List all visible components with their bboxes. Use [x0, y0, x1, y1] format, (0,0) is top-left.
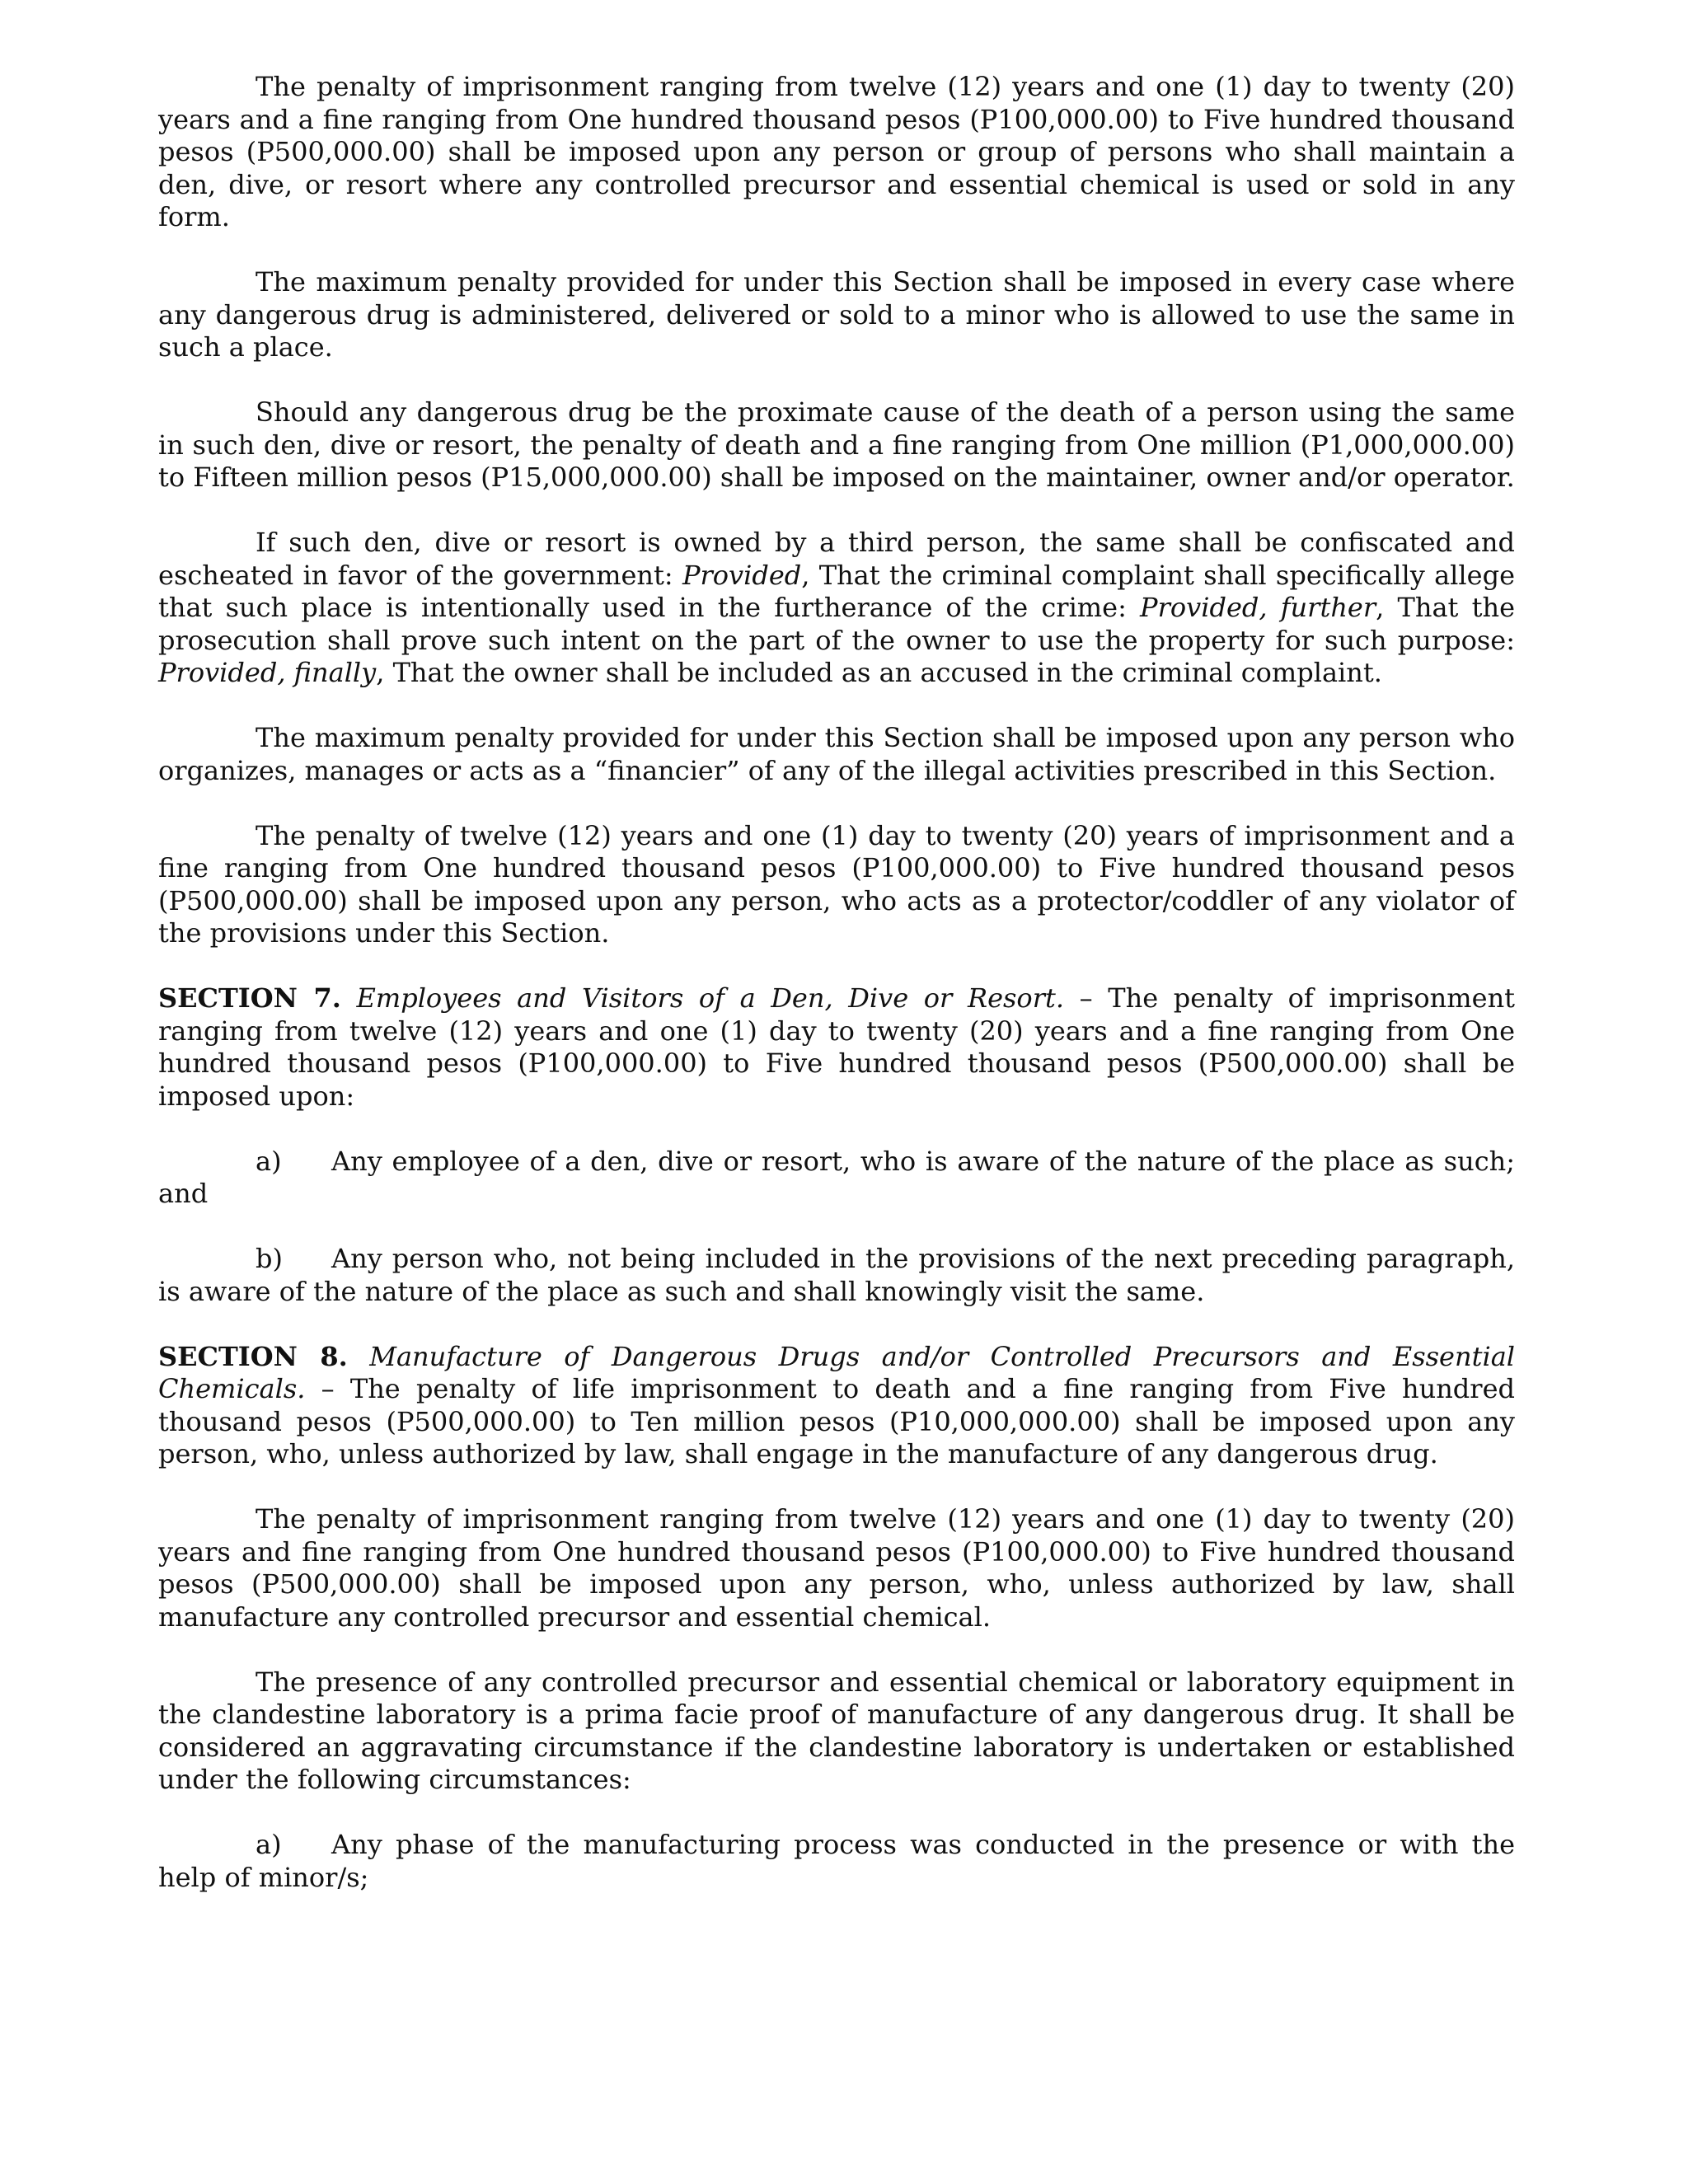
paragraph-minor-maximum-penalty: The maximum penalty provided for under this Section shall be imposed in every case where any dangerous drug is administered, delivered or sold to a minor who is allowed to use the same in such a place.: [158, 266, 1515, 363]
section-8-item-a: [158, 1829, 1515, 1894]
section-7-item-a: [158, 1146, 1515, 1211]
section-8-title: Manufacture of Dangerous Drugs and/or Controlled Precursors and Essential Chemicals.: [158, 1340, 1515, 1404]
list-item-text: Any phase of the manufacturing process was conducted in the presence or with the help of minor/s;: [158, 1829, 1515, 1893]
section-7-text: – The penalty of imprisonment ranging from twelve (12) years and one (1) day to twenty (20) years and a fine ranging from One hundred thousand pesos (P100,000.00) to Five hundred thousand pesos (P500,000.00) shall be imposed upon:: [158, 982, 1516, 1112]
section-7-heading: SECTION 7.: [158, 982, 341, 1014]
paragraph-death-penalty: Should any dangerous drug be the proximate cause of the death of a person using the same in such den, dive or resort, the penalty of death and a fine ranging from One million (P1,000,000.00) to Fifteen million pesos (P15,000,000.00) shall be imposed on the maintainer, owner and/or operator.: [158, 396, 1515, 493]
list-label: a): [256, 1145, 282, 1177]
proviso-italic: Provided, further: [1140, 592, 1376, 623]
section-8-paragraph: [158, 1341, 1515, 1471]
section-8-precursor-paragraph: The penalty of imprisonment ranging from twelve (12) years and one (1) day to twenty (20) years and fine ranging from One hundred thousand pesos (P100,000.00) to Five hundred thousand pesos (P500,000.00) shall be imposed upon any person, who, unless authorized by law, shall manufacture any controlled precursor and essential chemical.: [158, 1503, 1515, 1633]
list-item-text: Any employee of a den, dive or resort, who is aware of the nature of the place as such; and: [158, 1145, 1515, 1209]
text-run: , That the criminal complaint shall specifically allege that such place is intentionally used in the furtherance of the crime:: [158, 559, 1516, 623]
list-label: a): [256, 1829, 282, 1860]
section-8-text: – The penalty of life imprisonment to death and a fine ranging from Five hundred thousand pesos (P500,000.00) to Ten million pesos (P10,000,000.00) shall be imposed upon any person, who, unless authorized by law, shall engage in the manufacture of any dangerous drug.: [158, 1373, 1515, 1469]
section-7-title: Employees and Visitors of a Den, Dive or Resort.: [356, 982, 1065, 1014]
section-8-heading: SECTION 8.: [158, 1340, 348, 1372]
list-label: b): [256, 1243, 283, 1274]
list-item-text: Any person who, not being included in the provisions of the next preceding paragraph, is aware of the nature of the place as such and shall knowingly visit the same.: [158, 1243, 1515, 1307]
paragraph-den-precursor-penalty: The penalty of imprisonment ranging from twelve (12) years and one (1) day to twenty (20) years and a fine ranging from One hundred thousand pesos (P100,000.00) to Five hundred thousand pesos (P500,000.00) shall be imposed upon any person or group of persons who shall maintain a den, dive, or resort where any controlled precursor and essential chemical is used or sold in any form.: [158, 71, 1515, 232]
text-run: , That the prosecution shall prove such intent on the part of the owner to use the property for such purpose:: [158, 592, 1516, 656]
section-8-clandestine-paragraph: The presence of any controlled precursor and essential chemical or laboratory equipment in the clandestine laboratory is a prima facie proof of manufacture of any dangerous drug. It shall be considered an aggravating circumstance if the clandestine laboratory is undertaken or established under the following circumstances:: [158, 1666, 1515, 1795]
document-page: [158, 71, 1515, 1894]
proviso-italic: Provided: [682, 559, 802, 591]
text-run: If such den, dive or resort is owned by a third person, the same shall be confiscated and escheated in favor of the government:: [158, 527, 1515, 591]
paragraph-financier-penalty: The maximum penalty provided for under this Section shall be imposed upon any person who organizes, manages or acts as a “financier” of any of the illegal activities prescribed in this Section.: [158, 722, 1515, 786]
text-run: , That the owner shall be included as an accused in the criminal complaint.: [376, 657, 1382, 688]
paragraph-third-person-owner: [158, 527, 1515, 690]
paragraph-protector-penalty: The penalty of twelve (12) years and one (1) day to twenty (20) years of imprisonment and a fine ranging from One hundred thousand pesos (P100,000.00) to Five hundred thousand pesos (P500,000.00) shall be imposed upon any person, who acts as a protector/coddler of any violator of the provisions under this Section.: [158, 819, 1515, 949]
proviso-italic: Provided, finally: [158, 657, 377, 688]
section-7-item-b: [158, 1243, 1515, 1308]
section-7-paragraph: [158, 982, 1515, 1113]
